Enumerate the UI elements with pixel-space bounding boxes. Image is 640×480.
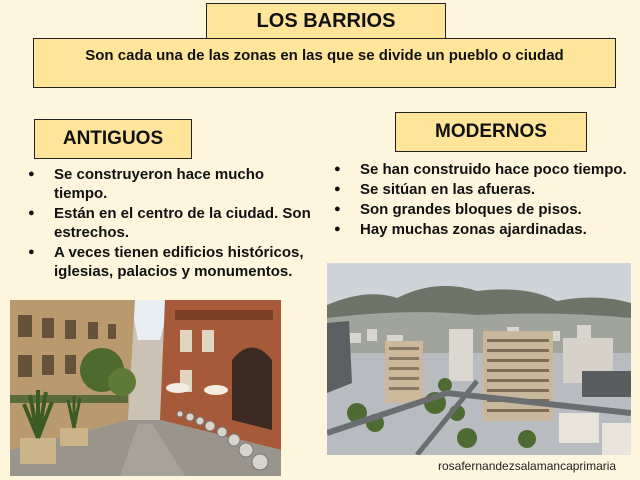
definition-box: Son cada una de las zonas en las que se divide un pueblo o ciudad: [33, 38, 616, 88]
page-title: LOS BARRIOS: [206, 3, 446, 39]
list-item: ● A veces tienen edificios históricos, iglesias, palacios y monumentos.: [28, 243, 313, 281]
list-item: ● Están en el centro de la ciudad. Son estrechos.: [28, 204, 313, 242]
list-item: ● Son grandes bloques de pisos.: [334, 200, 634, 219]
list-item: ● Se construyeron hace mucho tiempo.: [28, 165, 313, 203]
old-street-photo: [10, 300, 281, 476]
heading-antiguos: ANTIGUOS: [34, 119, 192, 159]
modern-neighborhood-list: [334, 160, 634, 240]
list-item: ● Se sitúan en las afueras.: [334, 180, 634, 199]
old-neighborhood-list: [28, 165, 313, 282]
list-item: ● Se han construido hace poco tiempo.: [334, 160, 634, 179]
credit-text: rosafernandezsalamancaprimaria: [438, 459, 617, 473]
modern-city-photo: [327, 263, 631, 455]
list-item: ● Hay muchas zonas ajardinadas.: [334, 220, 634, 239]
heading-modernos: MODERNOS: [395, 112, 587, 152]
